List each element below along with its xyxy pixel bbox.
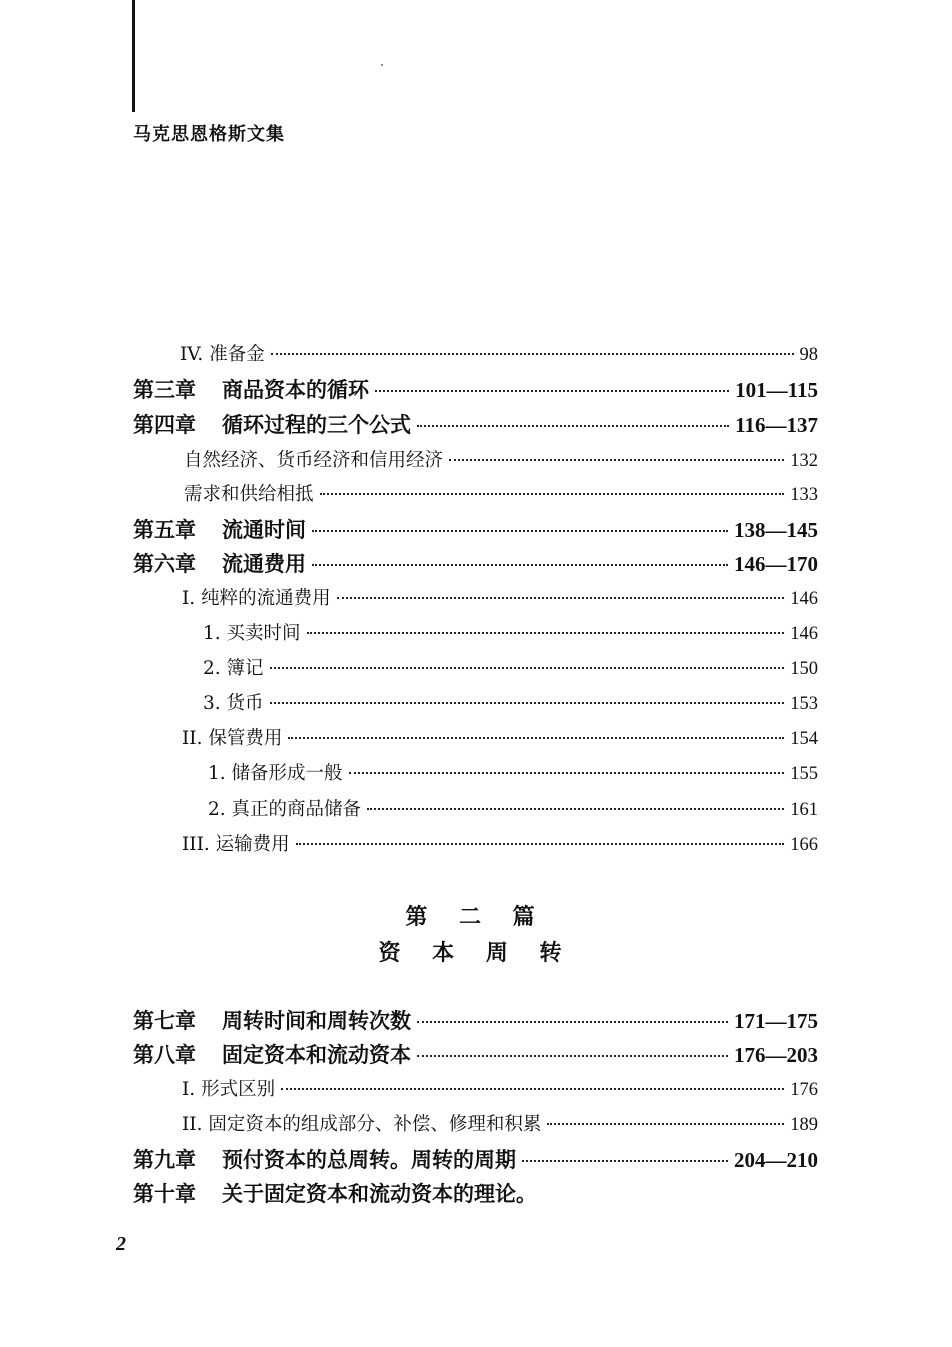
chapter-number: 第五章 [133, 517, 196, 542]
leader-dots [312, 530, 728, 532]
leader-dots [270, 667, 785, 669]
toc-entry-title: 循环过程的三个公式 [222, 412, 411, 437]
toc-entry-page: 132 [790, 451, 818, 471]
toc-entry[interactable] [208, 795, 818, 827]
toc-entry-title: I. 纯粹的流通费用 [182, 588, 331, 609]
toc-entry-title: 周转时间和周转次数 [222, 1008, 411, 1033]
leader-dots [320, 493, 785, 495]
scan-speck [381, 64, 383, 66]
toc-chapter[interactable] [133, 1005, 818, 1037]
toc-entry-title: II. 保管费用 [182, 728, 283, 749]
toc-chapter[interactable] [133, 374, 818, 406]
toc-entry-title: 自然经济、货币经济和信用经济 [184, 450, 444, 471]
toc-entry[interactable] [203, 619, 818, 651]
chapter-number: 第七章 [133, 1008, 196, 1033]
toc-entry[interactable] [184, 480, 818, 512]
toc-entry-title: 流通时间 [222, 517, 306, 542]
toc-entry-title: IV. 准备金 [180, 344, 265, 365]
toc-chapter[interactable] [133, 514, 818, 546]
leader-dots [288, 737, 784, 739]
toc-entry-title: 1. 买卖时间 [203, 623, 301, 644]
leader-dots [417, 425, 729, 427]
leader-dots [271, 353, 794, 355]
toc-entry-title: 商品资本的循环 [222, 377, 369, 402]
chapter-number: 第九章 [133, 1147, 196, 1172]
toc-entry-page: 154 [790, 729, 818, 749]
toc-entry-title: 3. 货币 [203, 693, 264, 714]
leader-dots [367, 808, 784, 810]
toc-entry-page: 161 [790, 800, 818, 820]
toc-entry-page: 150 [790, 659, 818, 679]
margin-rule [132, 0, 135, 112]
toc-entry-page: 155 [790, 764, 818, 784]
toc-entry[interactable] [182, 1075, 818, 1107]
leader-dots [417, 1021, 728, 1023]
toc-chapter[interactable] [133, 548, 818, 580]
leader-dots [281, 1088, 784, 1090]
toc-entry-page: 133 [790, 485, 818, 505]
toc-entry[interactable] [208, 759, 818, 791]
toc-chapter[interactable] [133, 1039, 818, 1071]
leader-dots [270, 702, 785, 704]
toc-entry-title: 1. 储备形成一般 [208, 763, 343, 784]
toc-entry-page: 138—145 [734, 518, 818, 542]
leader-dots [337, 597, 785, 599]
toc-entry-page: 98 [799, 345, 818, 365]
toc-entry-page: 146 [790, 624, 818, 644]
toc-entry-page: 176—203 [734, 1043, 818, 1067]
toc-entry-page: 171—175 [734, 1009, 818, 1033]
leader-dots [449, 459, 784, 461]
chapter-number: 第十章 [133, 1181, 196, 1206]
toc-entry-title: 关于固定资本和流动资本的理论。 [222, 1181, 537, 1206]
toc-entry[interactable] [203, 689, 818, 721]
chapter-number: 第八章 [133, 1042, 196, 1067]
leader-dots [312, 564, 728, 566]
leader-dots [547, 1123, 784, 1125]
toc-entry-page: 146 [790, 589, 818, 609]
toc-chapter[interactable] [133, 1144, 818, 1176]
toc-entry[interactable] [182, 1110, 818, 1142]
toc-entry[interactable] [182, 584, 818, 616]
toc-entry-page: 101—115 [735, 378, 818, 402]
toc-entry-page: 189 [790, 1115, 818, 1135]
toc-entry-title: 预付资本的总周转。周转的周期 [222, 1147, 516, 1172]
toc-entry-title: 需求和供给相抵 [184, 484, 314, 505]
toc-entry-title: II. 固定资本的组成部分、补偿、修理和积累 [182, 1114, 542, 1135]
chapter-number: 第四章 [133, 412, 196, 437]
toc-entry-page: 116—137 [735, 413, 818, 437]
toc-entry[interactable] [203, 654, 818, 686]
leader-dots [375, 390, 729, 392]
toc-chapter[interactable] [133, 1178, 818, 1210]
toc-entry-page: 166 [790, 835, 818, 855]
toc-entry[interactable] [184, 446, 818, 478]
toc-entry-page: 176 [790, 1080, 818, 1100]
toc-entry-title: III. 运输费用 [182, 834, 290, 855]
part-number: 第 二 篇 [405, 905, 547, 930]
toc-entry-title: I. 形式区别 [182, 1079, 276, 1100]
toc-entry-page: 204—210 [734, 1148, 818, 1172]
toc-entry[interactable] [182, 830, 818, 862]
part-title: 资 本 周 转 [378, 941, 574, 966]
toc-entry-title: 2. 簿记 [203, 658, 264, 679]
toc-entry-page: 153 [790, 694, 818, 714]
leader-dots [417, 1055, 728, 1057]
leader-dots [349, 772, 785, 774]
leader-dots [522, 1160, 728, 1162]
leader-dots [307, 632, 785, 634]
running-head: 马克思恩格斯文集 [133, 124, 285, 145]
chapter-number: 第六章 [133, 551, 196, 576]
toc-entry[interactable] [180, 340, 818, 372]
toc-entry-title: 2. 真正的商品储备 [208, 799, 362, 820]
chapter-number: 第三章 [133, 377, 196, 402]
toc-entry-title: 流通费用 [222, 551, 306, 576]
leader-dots [296, 843, 785, 845]
page-number: 2 [116, 1233, 126, 1255]
toc-chapter[interactable] [133, 409, 818, 441]
toc-entry[interactable] [182, 724, 818, 756]
toc-entry-title: 固定资本和流动资本 [222, 1042, 411, 1067]
toc-entry-page: 146—170 [734, 552, 818, 576]
